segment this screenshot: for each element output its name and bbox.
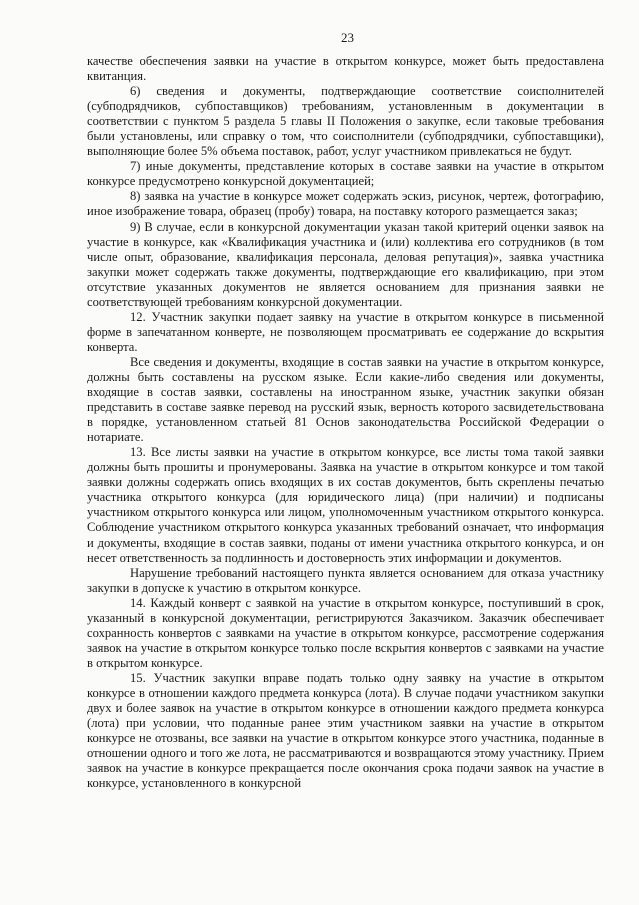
- paragraph: качестве обеспечения заявки на участие в открытом конкурсе, может быть предоставлена квитанция.: [87, 54, 604, 84]
- paragraph: 7) иные документы, представление которых в составе заявки на участие в открытом конкурсе предусмотрено конкурсной документацией;: [87, 159, 604, 189]
- paragraph: Все сведения и документы, входящие в состав заявки на участие в открытом конкурсе, должны быть составлены на русском языке. Если какие-либо сведения или документы, входящие в состав заявки, составлены на иностранном языке, участник закупки обязан представить в составе заявке перевод на русский язык, верность которого засвидетельствована в порядке, установленном статьей 81 Основ законодательства Российской Федерации о нотариате.: [87, 354, 604, 445]
- paragraph: 9) В случае, если в конкурсной документации указан такой критерий оценки заявок на участие в конкурсе, как «Квалификация участника и (или) коллектива его сотрудников (в том числе опыт, образование, квалификация персонала, деловая репутация)», заявка участника закупки может содержать также документы, подтверждающие его квалификацию, при этом отсутствие указанных документов не является основанием для признания заявки не соответствующей требованиям конкурсной документации.: [87, 219, 604, 309]
- paragraph: 15. Участник закупки вправе подать только одну заявку на участие в открытом конкурсе в отношении каждого предмета конкурса (лота). В случае подачи участником закупки двух и более заявок на участие в открытом конкурсе в отношении каждого предмета конкурса (лота) при условии, что поданные ранее этим участником заявки на участие в открытом конкурсе не отозваны, все заявки на участие в открытом конкурсе этого участника, поданные в отношении одного и того же лота, не рассматриваются и возвращаются этому участнику. Прием заявок на участие в конкурсе прекращается после окончания срока подачи заявок на участие в конкурсе, установленного в конкурсной: [87, 670, 604, 791]
- paragraph: 13. Все листы заявки на участие в открытом конкурсе, все листы тома такой заявки должны быть прошиты и пронумерованы. Заявка на участие в открытом конкурсе и том такой заявки должны содержать опись входящих в их состав документов, быть скреплены печатью участника открытого конкурса (для юридического лица) (при наличии) и подписаны участником открытого конкурса или лицом, уполномоченным участником открытого конкурса. Соблюдение участником открытого конкурса указанных требований означает, что информация и документы, входящие в состав заявки, поданы от имени участника открытого конкурса, и он несет ответственность за подлинность и достоверность этих информации и документов.: [87, 445, 604, 565]
- paragraph: 12. Участник закупки подает заявку на участие в открытом конкурсе в письменной форме в запечатанном конверте, не позволяющем просматривать ее содержание до вскрытия конверта.: [87, 309, 604, 354]
- document-body: [87, 54, 604, 791]
- page-number: 23: [341, 30, 354, 45]
- paragraph: 14. Каждый конверт с заявкой на участие в открытом конкурсе, поступивший в срок, указанный в конкурсной документации, регистрируются Заказчиком. Заказчик обеспечивает сохранность конвертов с заявками на участие в открытом конкурсе, рассмотрение содержания заявок на участие в открытом конкурсе только после вскрытия конвертов с заявками на участие в открытом конкурсе.: [87, 595, 604, 670]
- paragraph: 6) сведения и документы, подтверждающие соответствие соисполнителей (субподрядчиков, субпоставщиков) требованиям, установленным в документации в соответствии с пунктом 5 раздела 5 главы II Положения о закупке, если таковые требования были установлены, или справку о том, что соисполнители (субподрядчики, субпоставщики), выполняющие более 5% объема поставок, работ, услуг участником привлекаться не будут.: [87, 84, 604, 159]
- paragraph: 8) заявка на участие в конкурсе может содержать эскиз, рисунок, чертеж, фотографию, иное изображение товара, образец (пробу) товара, на поставку которого размещается заказ;: [87, 189, 604, 219]
- paragraph: Нарушение требований настоящего пункта является основанием для отказа участнику закупки в допуске к участию в открытом конкурсе.: [87, 565, 604, 595]
